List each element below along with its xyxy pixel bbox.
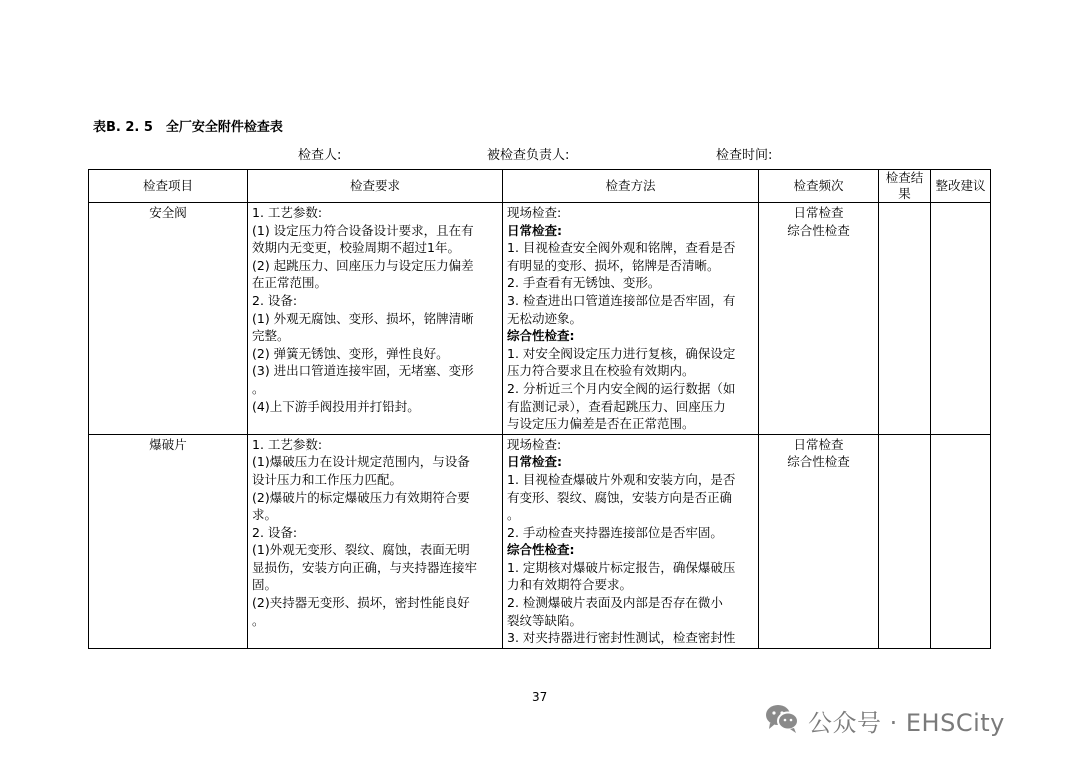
requirements-cell	[248, 203, 503, 435]
frequency-line: 日常检查	[793, 205, 844, 220]
requirement-line: (2) 弹簧无锈蚀、变形，弹性良好。	[252, 345, 449, 361]
methods-cell	[503, 434, 759, 648]
frequency-cell	[759, 434, 879, 648]
requirement-line: (1) 设定压力符合设备设计要求，且在有	[252, 222, 474, 238]
inspector-label: 检查人:	[298, 148, 342, 163]
watermark	[764, 702, 1005, 738]
method-line: 有明显的变形、损坏，铭牌是否清晰。	[507, 257, 720, 273]
method-line: 现场检查:	[507, 436, 562, 452]
requirement-line: 。	[252, 612, 265, 628]
header-requirements: 检查要求	[248, 170, 503, 203]
inspection-item-cell: 爆破片	[89, 434, 248, 648]
method-line: 与设定压力偏差是否在正常范围。	[507, 416, 695, 432]
method-line: 2. 检测爆破片表面及内部是否存在微小	[507, 595, 723, 611]
method-line: 有监测记录），查看起跳压力、回座压力	[507, 398, 726, 414]
requirement-line: 显损伤，安装方向正确，与夹持器连接牢	[252, 559, 478, 575]
result-cell[interactable]	[879, 434, 931, 648]
inspection-item-cell: 安全阀	[89, 203, 248, 435]
requirement-line: 设计压力和工作压力匹配。	[252, 471, 403, 487]
wechat-icon	[764, 702, 800, 738]
requirement-line: 求。	[252, 507, 278, 523]
method-line: 日常检查:	[507, 454, 562, 470]
method-line: 2. 分析近三个月内安全阀的运行数据（如	[507, 380, 736, 396]
frequency-line: 综合性检查	[787, 454, 850, 470]
table-header-row	[89, 170, 991, 203]
method-line: 。	[507, 507, 520, 523]
requirement-line: (2) 起跳压力、回座压力与设定压力偏差	[252, 257, 474, 273]
method-line: 力和有效期符合要求。	[507, 577, 633, 593]
method-line: 2. 手动检查夹持器连接部位是否牢固。	[507, 524, 723, 540]
result-cell[interactable]	[879, 203, 931, 435]
requirement-line: 效期内无变更，校验周期不超过1年。	[252, 240, 460, 256]
header-methods: 检查方法	[503, 170, 759, 203]
method-line: 日常检查:	[507, 222, 562, 238]
requirement-line: 。	[252, 380, 265, 396]
header-result: 检查结果	[879, 170, 931, 203]
requirement-line: 固。	[252, 577, 278, 593]
requirement-line: (1) 外观无腐蚀、变形、损坏，铭牌清晰	[252, 310, 474, 326]
method-line: 现场检查:	[507, 205, 562, 220]
requirement-line: 2. 设备:	[252, 524, 298, 540]
requirement-line: 1. 工艺参数:	[252, 205, 323, 220]
method-line: 裂纹等缺陷。	[507, 612, 583, 628]
header-frequency: 检查频次	[759, 170, 879, 203]
method-line: 综合性检查:	[507, 542, 575, 558]
frequency-line: 日常检查	[793, 436, 844, 452]
table-title: 表B. 2. 5 全厂安全附件检查表	[93, 120, 283, 135]
header-rectification: 整改建议	[931, 170, 991, 203]
method-line: 1. 定期核对爆破片标定报告，确保爆破压	[507, 559, 736, 575]
method-line: 3. 对夹持器进行密封性测试，检查密封性	[507, 630, 736, 646]
method-line: 2. 手查看有无锈蚀、变形。	[507, 275, 661, 291]
method-line: 压力符合要求且在校验有效期内。	[507, 363, 695, 379]
frequency-cell	[759, 203, 879, 435]
requirement-line: (3) 进出口管道连接牢固，无堵塞、变形	[252, 363, 474, 379]
watermark-text: 公众号 · EHSCity	[808, 708, 1005, 737]
inspected-person-label: 被检查负责人:	[487, 148, 570, 163]
rectification-cell[interactable]	[931, 434, 991, 648]
requirement-line: (1)外观无变形、裂纹、腐蚀，表面无明	[252, 542, 470, 558]
method-line: 3. 检查进出口管道连接部位是否牢固，有	[507, 292, 736, 308]
method-line: 有变形、裂纹、腐蚀，安装方向是否正确	[507, 489, 733, 505]
rectification-cell[interactable]	[931, 203, 991, 435]
requirement-line: (2)夹持器无变形、损坏，密封性能良好	[252, 595, 470, 611]
method-line: 1. 目视检查安全阀外观和铭牌，查看是否	[507, 240, 736, 256]
requirement-line: (2)爆破片的标定爆破压力有效期符合要	[252, 489, 470, 505]
requirements-cell	[248, 434, 503, 648]
frequency-line: 综合性检查	[787, 222, 850, 238]
table-row	[89, 203, 991, 435]
requirement-line: 在正常范围。	[252, 275, 328, 291]
header-item: 检查项目	[89, 170, 248, 203]
methods-cell	[503, 203, 759, 435]
requirement-line: 2. 设备:	[252, 292, 298, 308]
page-number: 37	[532, 690, 548, 704]
requirement-line: 1. 工艺参数:	[252, 436, 323, 452]
safety-accessory-inspection-table	[88, 169, 991, 649]
method-line: 综合性检查:	[507, 328, 575, 344]
requirement-line: 完整。	[252, 328, 290, 344]
method-line: 无松动迹象。	[507, 310, 583, 326]
requirement-line: (1)爆破压力在设计规定范围内，与设备	[252, 454, 470, 470]
requirement-line: (4)上下游手阀投用并打铅封。	[252, 398, 420, 414]
inspection-time-label: 检查时间:	[716, 148, 773, 163]
method-line: 1. 目视检查爆破片外观和安装方向，是否	[507, 471, 736, 487]
method-line: 1. 对安全阀设定压力进行复核，确保设定	[507, 345, 736, 361]
table-row	[89, 434, 991, 648]
